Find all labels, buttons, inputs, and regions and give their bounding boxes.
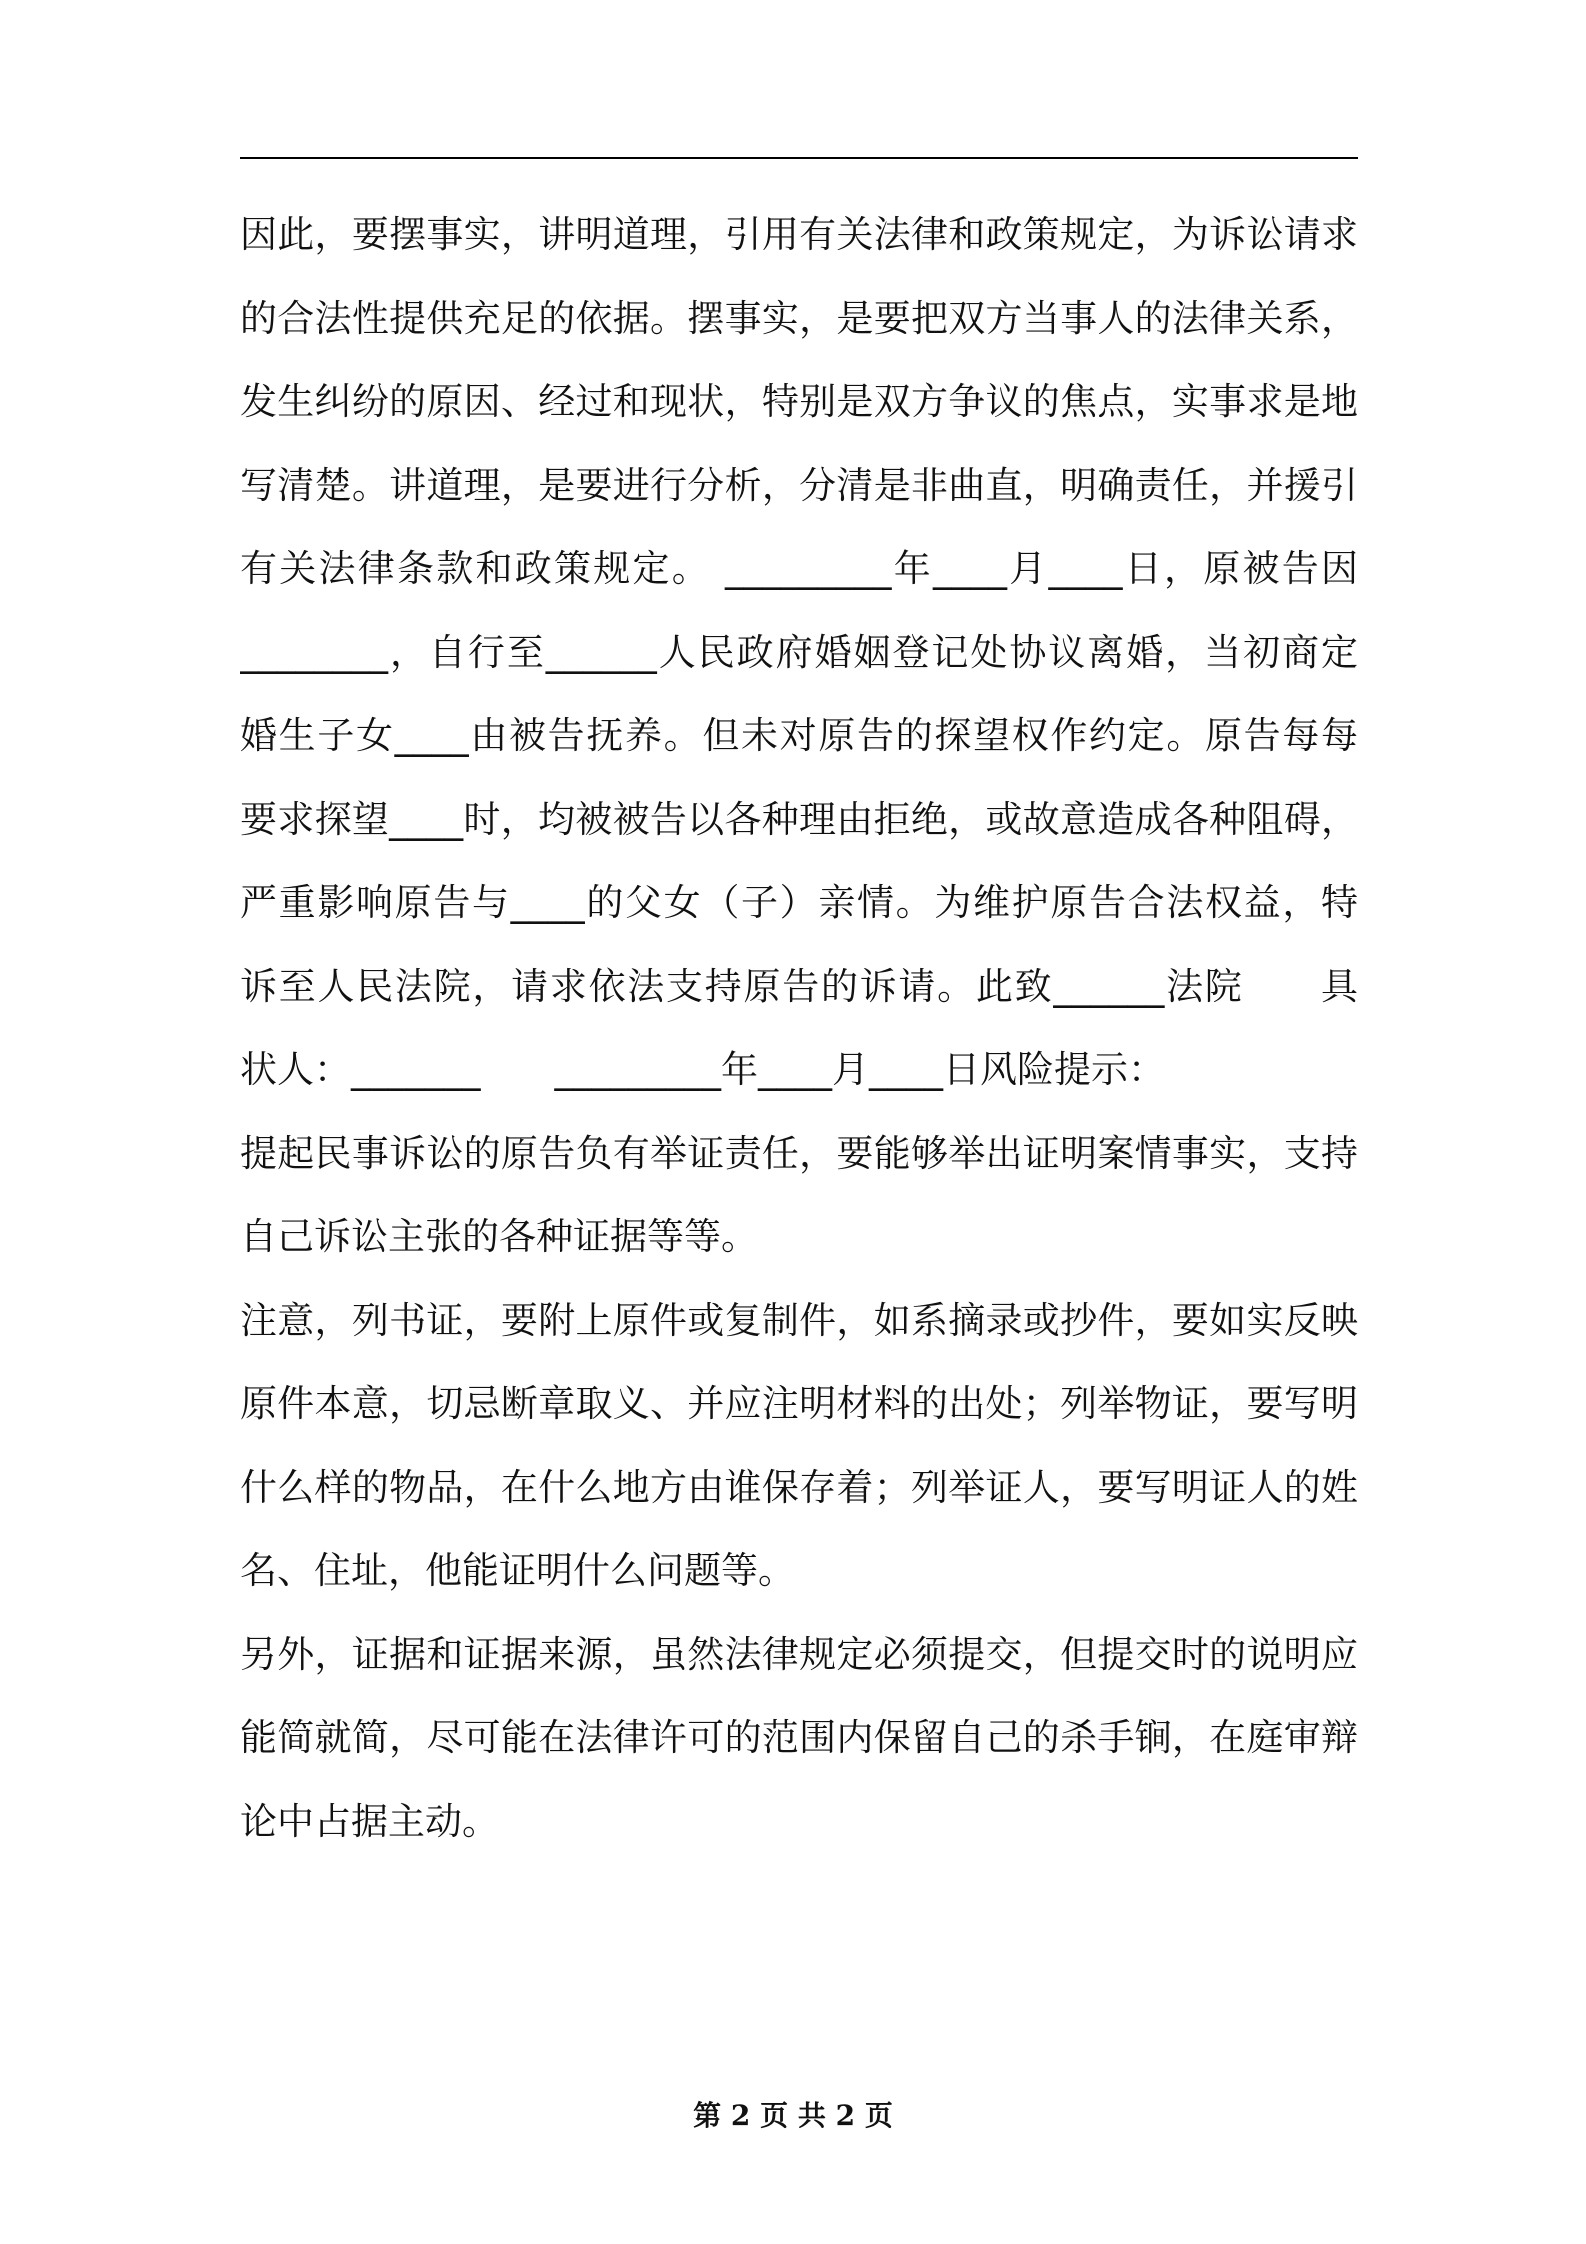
text-line: 发生纠纷的原因、经过和现状，特别是双方争议的焦点，实事求是地 bbox=[240, 380, 1358, 423]
text-line: 能简就简，尽可能在法律许可的范围内保留自己的杀手锏，在庭审辩 bbox=[240, 1716, 1358, 1759]
document-body bbox=[240, 193, 1358, 1863]
text-line: 论中占据主动。 bbox=[240, 1799, 499, 1843]
text-line: 有关法律条款和政策规定。 _________年____月____日，原被告因 bbox=[240, 547, 1358, 590]
text-line: 名、住址，他能证明什么问题等。 bbox=[240, 1549, 795, 1592]
text-line: 另外，证据和证据来源，虽然法律规定必须提交，但提交时的说明应 bbox=[240, 1632, 1358, 1676]
text-line: 婚生子女____由被告抚养。但未对原告的探望权作约定。原告每每 bbox=[240, 714, 1358, 757]
text-line: 要求探望____时，均被被告以各种理由拒绝，或故意造成各种阻碍， bbox=[240, 797, 1358, 841]
text-line: 提起民事诉讼的原告负有举证责任，要能够举出证明案情事实，支持 bbox=[240, 1131, 1358, 1175]
text-line: 注意，列书证，要附上原件或复制件，如系摘录或抄件，要如实反映 bbox=[240, 1298, 1358, 1342]
text-line: 诉至人民法院，请求依法支持原告的诉请。此致______法院 具 bbox=[240, 964, 1358, 1008]
page-number: 第 2 页 共 2 页 bbox=[693, 2099, 893, 2132]
text-line: 原件本意，切忌断章取义、并应注明材料的出处；列举物证，要写明 bbox=[240, 1382, 1358, 1425]
header-rule bbox=[240, 157, 1358, 159]
text-line: ________，自行至______人民政府婚姻登记处协议离婚，当初商定 bbox=[240, 630, 1358, 674]
text-line: 的合法性提供充足的依据。摆事实，是要把双方当事人的法律关系， bbox=[240, 296, 1358, 340]
text-line: 状人：_______ _________年____月____日风险提示： bbox=[240, 1048, 1165, 1091]
text-line: 什么样的物品，在什么地方由谁保存着；列举证人，要写明证人的姓 bbox=[240, 1465, 1358, 1509]
text-line: 自己诉讼主张的各种证据等等。 bbox=[240, 1215, 758, 1258]
text-line: 严重影响原告与____的父女（子）亲情。为维护原告合法权益，特 bbox=[240, 881, 1358, 924]
text-line: 写清楚。讲道理，是要进行分析，分清是非曲直，明确责任，并援引 bbox=[240, 463, 1358, 507]
text-line: 因此，要摆事实，讲明道理，引用有关法律和政策规定，为诉讼请求 bbox=[240, 213, 1358, 256]
